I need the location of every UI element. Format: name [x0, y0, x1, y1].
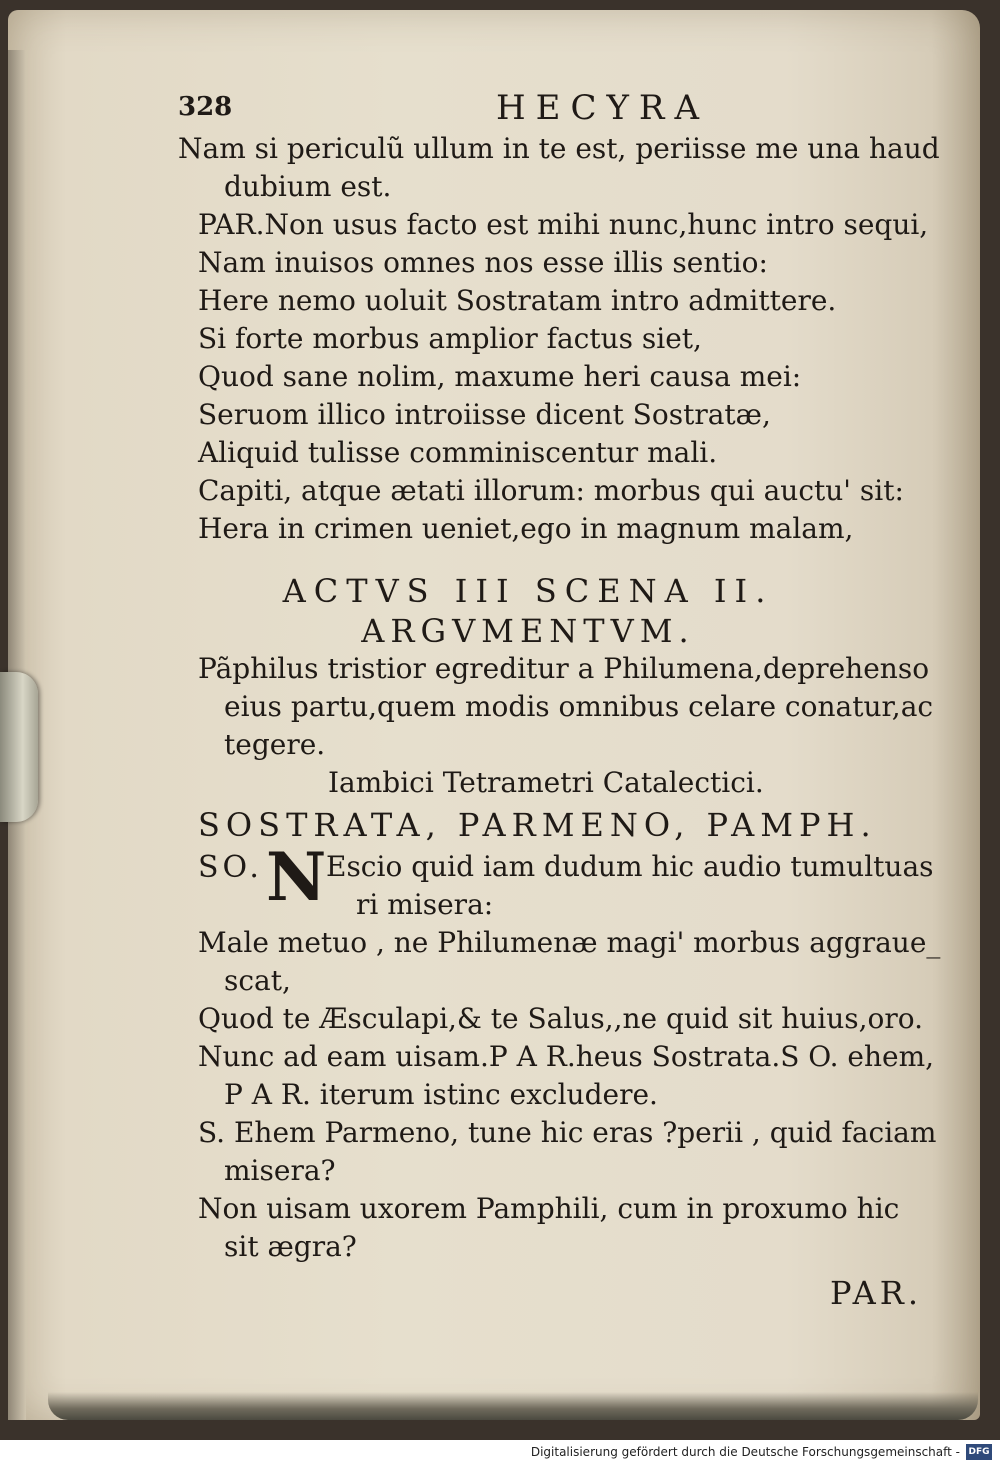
- argument-line: Pãphilus tristior egreditur a Philumena,deprehenso: [198, 652, 930, 685]
- text-line: Male metuo , ne Philumenæ magi' morbus aggraue_: [198, 926, 941, 959]
- text-line: Seruom illico introiisse dicent Sostratæ,: [198, 398, 771, 431]
- text-line: Quod sane nolim, maxume heri causa mei:: [198, 360, 802, 393]
- text-line: S. Ehem Parmeno, tune hic eras ?perii , quid faciam: [198, 1116, 937, 1149]
- text-line: Nam inuisos omnes nos esse illis sentio:: [198, 246, 768, 279]
- text-line: PAR.Non usus facto est mihi nunc,hunc intro sequi,: [198, 208, 929, 241]
- dfg-logo: DFG: [966, 1444, 992, 1460]
- bookmark-tab: [0, 672, 38, 822]
- opening-line: [326, 848, 934, 924]
- running-head: [178, 88, 958, 130]
- text-line: Capiti, atque ætati illorum: morbus qui auctu' sit:: [198, 474, 904, 507]
- text-line: scat,: [224, 964, 291, 997]
- scene-opening: [178, 838, 958, 924]
- text-line: Non uisam uxorem Pamphili, cum in proxumo hic: [198, 1192, 900, 1225]
- text-line: dubium est.: [224, 170, 392, 203]
- text-line: Quod te Æsculapi,& te Salus,,ne quid sit huius,oro.: [198, 1002, 924, 1035]
- running-title: HECYRA: [496, 88, 710, 128]
- text-line: Aliquid tulisse comminiscentur mali.: [198, 436, 718, 469]
- funding-credit: Digitalisierung gefördert durch die Deutsche Forschungsgemeinschaft -: [530, 1445, 960, 1459]
- speaker-label: SO.: [198, 850, 263, 885]
- text-line: Nunc ad eam uisam.P A R.heus Sostrata.S O. ehem,: [198, 1040, 935, 1073]
- text-line: Nam si periculũ ullum in te est, periisse me una haud: [178, 132, 940, 165]
- text-line: Si forte morbus amplior factus siet,: [198, 322, 702, 355]
- text-line: sit ægra?: [224, 1230, 357, 1263]
- text-line: Hera in crimen ueniet,ego in magnum malam,: [198, 512, 854, 545]
- meter-label: Iambici Tetrametri Catalectici.: [328, 766, 764, 799]
- speaker-list: SOSTRATA, PARMENO, PAMPH.: [198, 806, 877, 844]
- argument-line: eius partu,quem modis omnibus celare conatur,ac: [224, 690, 934, 723]
- page-number: 328: [178, 92, 233, 122]
- argument-line: tegere.: [224, 728, 326, 761]
- text-line: Here nemo uoluit Sostratam intro admittere.: [198, 284, 837, 317]
- opening-line-1: Escio quid iam dudum hic audio tumultuas: [326, 850, 934, 883]
- catchword: PAR.: [830, 1274, 922, 1312]
- scene-heading: ACTVS III SCENA II.: [282, 572, 774, 610]
- opening-line-2: ri misera:: [356, 888, 494, 921]
- drop-cap: N: [266, 838, 327, 916]
- page-edge-bottom: [48, 1392, 978, 1420]
- argument-label: ARGVMENTVM.: [361, 612, 695, 650]
- text-line: P A R. iterum istinc excludere.: [224, 1078, 658, 1111]
- footer-bar: [0, 1440, 1000, 1465]
- text-line: misera?: [224, 1154, 336, 1187]
- text-block: [178, 88, 958, 1266]
- book-page: [8, 10, 980, 1420]
